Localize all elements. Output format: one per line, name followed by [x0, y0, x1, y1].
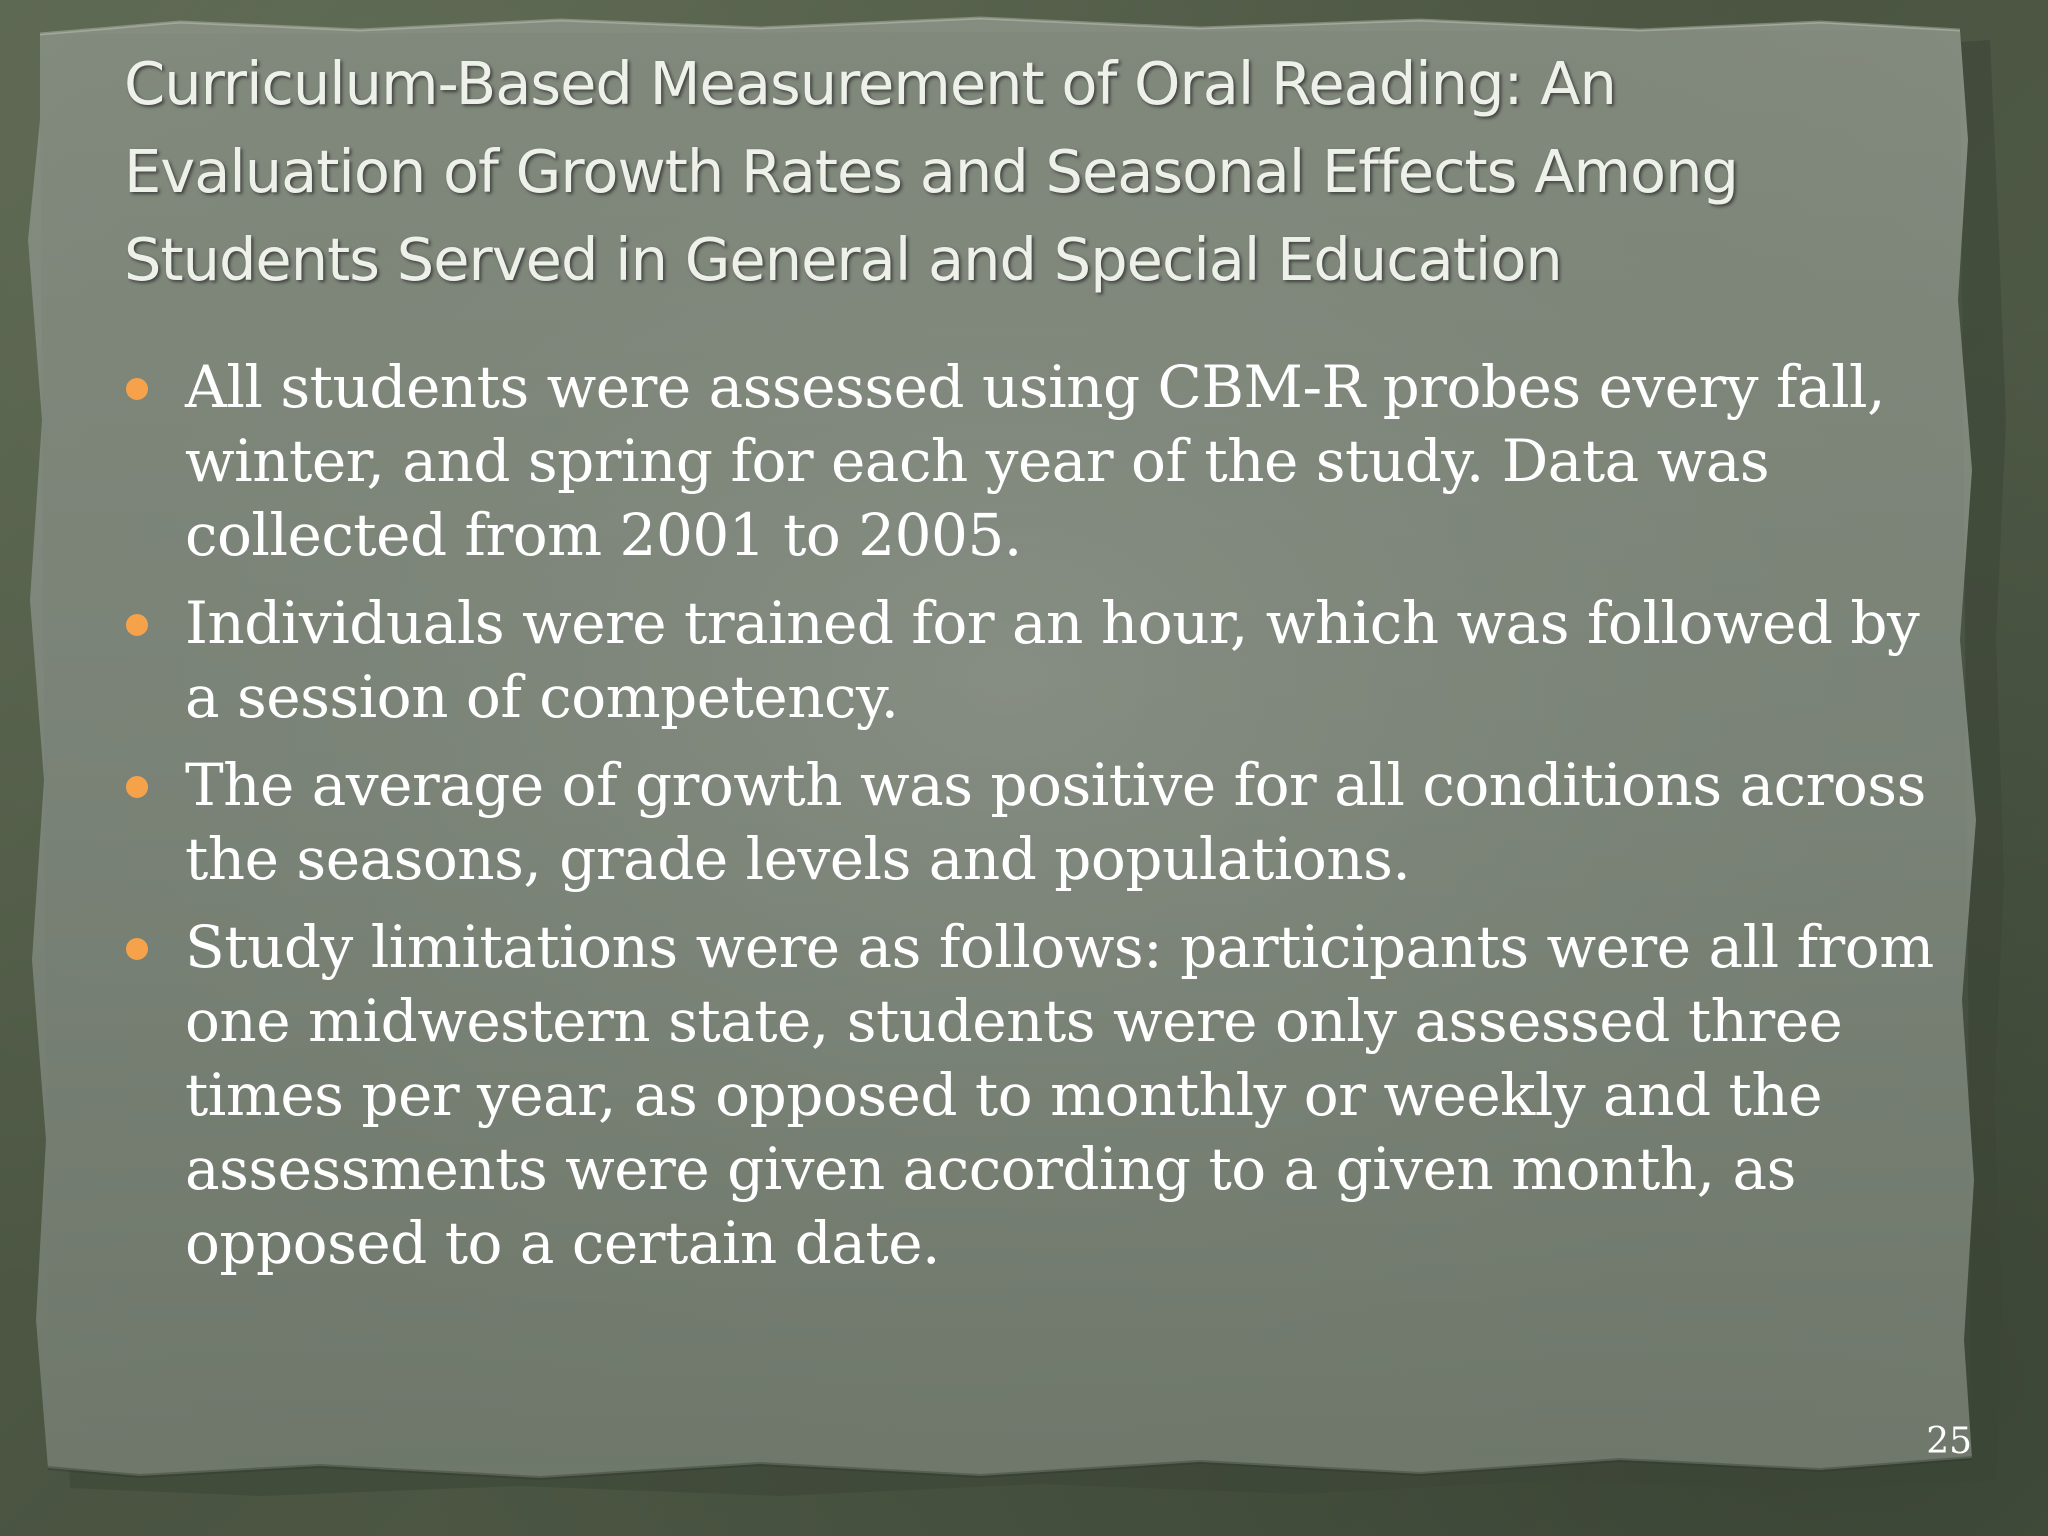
bullet-text: Study limitations were as follows: participants were all from one midwestern state, students were only assessed three times per year, as opposed to monthly or weekly and the assessments were given according to a given month, as opposed to a certain date.	[185, 913, 1934, 1277]
bullet-list	[120, 350, 1940, 1294]
bullet-item	[120, 910, 1940, 1280]
bullet-text: All students were assessed using CBM-R probes every fall, winter, and spring for each year of the study. Data was collected from 2001 to 2005.	[185, 353, 1886, 569]
orange-dot-icon	[126, 614, 148, 636]
bullet-text: The average of growth was positive for all conditions across the seasons, grade levels and populations.	[185, 751, 1926, 893]
page-number: 25	[1926, 1421, 1972, 1462]
bullet-item	[120, 350, 1940, 572]
slide-title: Curriculum-Based Measurement of Oral Reading: An Evaluation of Growth Rates and Seasonal Effects Among Students Served in General and Special Education	[124, 49, 1738, 294]
orange-dot-icon	[126, 378, 148, 400]
bullet-item	[120, 748, 1940, 896]
orange-dot-icon	[126, 938, 148, 960]
bullet-text: Individuals were trained for an hour, which was followed by a session of competency.	[185, 589, 1920, 731]
orange-dot-icon	[126, 776, 148, 798]
bullet-item	[120, 586, 1940, 734]
